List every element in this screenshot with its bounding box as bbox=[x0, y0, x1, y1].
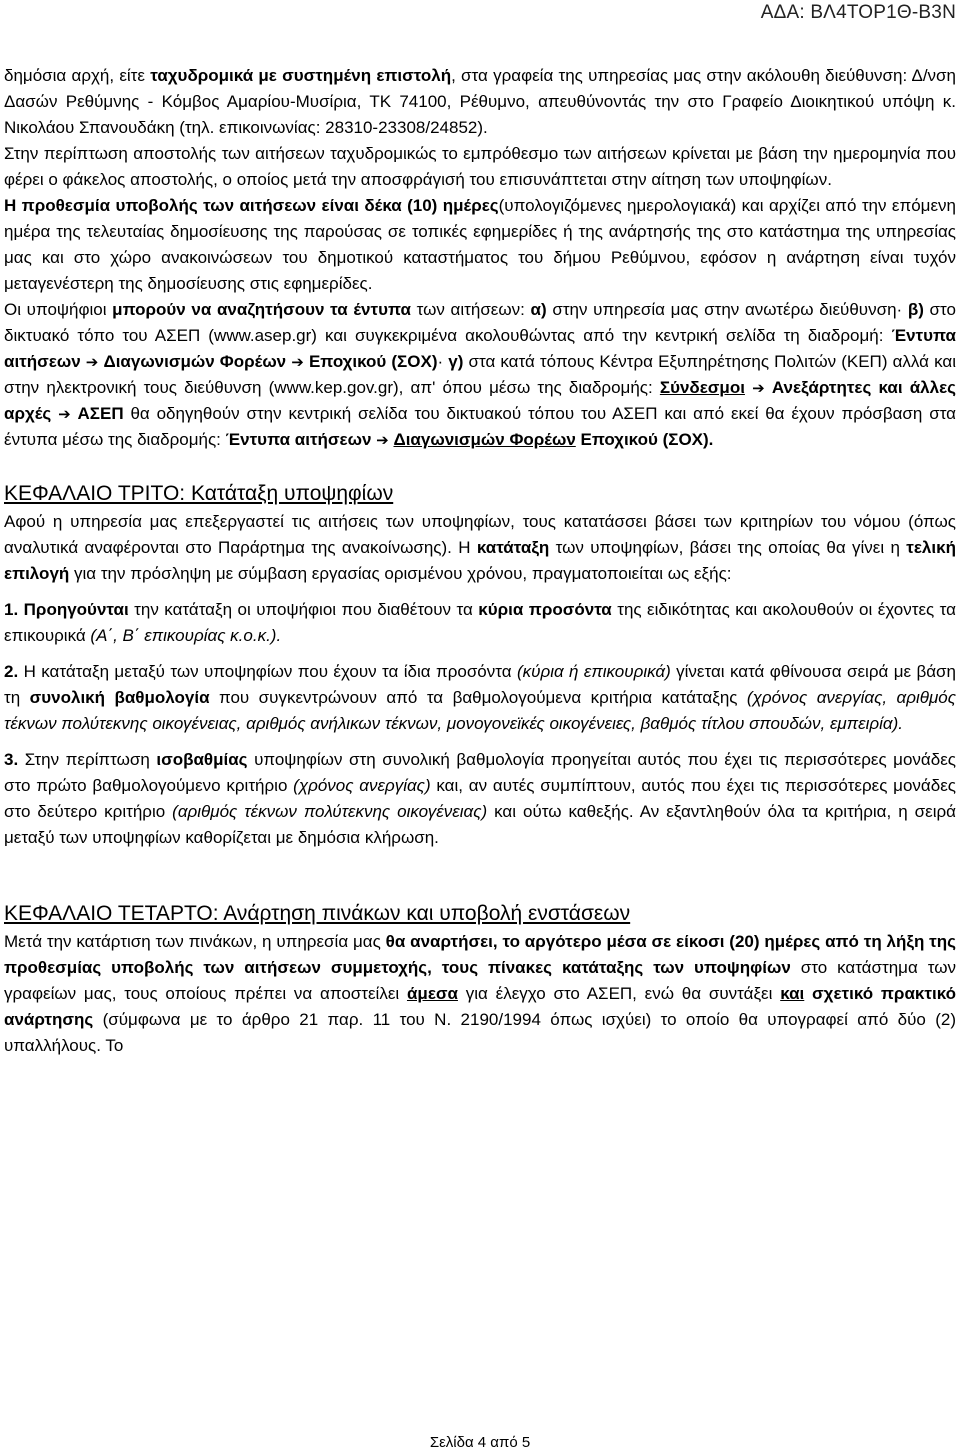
chapter-3-intro: Αφού η υπηρεσία μας επεξεργαστεί τις αιτήσεις των υποψηφίων, τους κατατάσσει βάσει των κριτηρίων του νόμου (όπως αναλυτικά αναφέρονται στο Παράρτημα της ανακοίνωσης). Η κατάταξη των υποψηφίων, βάσει της οποίας θα γίνει η τελική επιλογή για την πρόσληψη με σύμβαση εργασίας ορισμένου χρόνου, πραγματοποιείται ως εξής: bbox=[4, 512, 956, 583]
arrow-right-icon: ➔ bbox=[58, 405, 71, 423]
document-body bbox=[4, 63, 956, 1059]
paragraph-submission-address: δημόσια αρχή, είτε ταχυδρομικά με συστημένη επιστολή, στα γραφεία της υπηρεσίας μας στην ακόλουθη διεύθυνση: Δ/νση Δασών Ρεθύμνης - Κόμβος Αμαρίου-Μυσίρια, ΤΚ 74100, Ρέθυμνο, απευθύνοντάς την στο Γραφείο Διοικητικού υπόψη κ. Νικολάου Σπανουδάκη (τηλ. επικοινωνίας: 28310-23308/24852). bbox=[4, 66, 956, 137]
chapter-4-paragraph: Μετά την κατάρτιση των πινάκων, η υπηρεσία μας θα αναρτήσει, το αργότερο μέσα σε είκοσι (20) ημέρες από τη λήξη της προθεσμίας υποβολής των αιτήσεων συμμετοχής, τους πίνακες κατάταξης των υποψηφίων στο κατάστημα των γραφείων μας, τους οποίους πρέπει να αποστείλει άμεσα για έλεγχο στο ΑΣΕΠ, ενώ θα συντάξει και σχετικό πρακτικό ανάρτησης (σύμφωνα με το άρθρο 21 παρ. 11 του Ν. 2190/1994 όπως ισχύει) το οποίο θα υπογραφεί από δύο (2) υπαλλήλους. Το bbox=[4, 932, 956, 1055]
page-number: Σελίδα 4 από 5 bbox=[429, 1434, 531, 1451]
ada-code: ΑΔΑ: ΒΛ4ΤΟΡ1Θ-Β3Ν bbox=[760, 2, 956, 23]
arrow-right-icon: ➔ bbox=[291, 353, 304, 371]
paragraph-postal-deadline: Στην περίπτωση αποστολής των αιτήσεων ταχυδρομικώς το εμπρόθεσμο των αιτήσεων κρίνεται με βάση την ημερομηνία που φέρει ο φάκελος αποστολής, ο οποίος μετά την αποσφράγισή του επισυνάπτεται στην αίτηση των υποψηφίων. bbox=[4, 144, 956, 189]
chapter-4-heading: ΚΕΦΑΛΑΙΟ ΤΕΤΑΡΤΟ: Ανάρτηση πινάκων και υποβολή ενστάσεων bbox=[4, 902, 631, 925]
arrow-right-icon: ➔ bbox=[376, 431, 389, 449]
ranking-rule-1: 1. Προηγούνται την κατάταξη οι υποψήφιοι που διαθέτουν τα κύρια προσόντα της ειδικότητας και ακολουθούν οι έχοντες τα επικουρικά (Α΄, Β΄ επικουρίας κ.ο.κ.). bbox=[4, 600, 956, 645]
arrow-right-icon: ➔ bbox=[752, 379, 765, 397]
chapter-3-heading: ΚΕΦΑΛΑΙΟ ΤΡΙΤΟ: Κατάταξη υποψηφίων bbox=[4, 482, 394, 505]
paragraph-forms: Οι υποψήφιοι μπορούν να αναζητήσουν τα έντυπα των αιτήσεων: α) στην υπηρεσία μας στην ανωτέρω διεύθυνση· β) στο δικτυακό τόπο του ΑΣΕΠ (www.asep.gr) και συγκεκριμένα ακολουθώντας από την κεντρική σελίδα τη διαδρομή: Έντυπα αιτήσεων ➔ Διαγωνισμών Φορέων ➔ Εποχικού (ΣΟΧ)· γ) στα κατά τόπους Κέντρα Εξυπηρέτησης Πολιτών (ΚΕΠ) αλλά και στην ηλεκτρονική τους διεύθυνση (www.kep.gov.gr), απ' όπου μέσω της διαδρομής: Σύνδεσμοι ➔ Ανεξάρτητες και άλλες αρχές ➔ ΑΣΕΠ θα οδηγηθούν στην κεντρική σελίδα του δικτυακού τόπου του ΑΣΕΠ και από εκεί θα έχουν πρόσβαση στα έντυπα μέσω της διαδρομής: Έντυπα αιτήσεων ➔ Διαγωνισμών Φορέων Εποχικού (ΣΟΧ). bbox=[4, 300, 956, 449]
paragraph-deadline: Η προθεσμία υποβολής των αιτήσεων είναι δέκα (10) ημέρες(υπολογιζόμενες ημερολογιακά) και αρχίζει από την επόμενη ημέρα της τελευταίας δημοσίευσης της παρούσας σε τοπικές εφημερίδες ή της ανάρτησής της στο κατάστημα της υπηρεσίας μας και στο χώρο ανακοινώσεων του δημοτικού καταστήματος του δήμου Ρεθύμνου, εφόσον η ανάρτηση είναι τυχόν μεταγενέστερη της δημοσίευσης στις εφημερίδες. bbox=[4, 196, 956, 293]
ranking-rule-3: 3. Στην περίπτωση ισοβαθμίας υποψηφίων στη συνολική βαθμολογία προηγείται αυτός που έχει τις περισσότερες μονάδες στο πρώτο βαθμολογούμενο κριτήριο (χρόνος ανεργίας) και, αν αυτές συμπίπτουν, αυτός που έχει τις περισσότερες μονάδες στο δεύτερο κριτήριο (αριθμός τέκνων πολύτεκνης οικογένειας) και ούτω καθεξής. Αν εξαντληθούν όλα τα κριτήρια, η σειρά μεταξύ των υποψηφίων καθορίζεται με δημόσια κλήρωση. bbox=[4, 750, 957, 847]
arrow-right-icon: ➔ bbox=[85, 353, 99, 371]
ranking-rule-2: 2. Η κατάταξη μεταξύ των υποψηφίων που έχουν τα ίδια προσόντα (κύρια ή επικουρικά) γίνεται κατά φθίνουσα σειρά με βάση τη συνολική βαθμολογία που συγκεντρώνουν από τα βαθμολογούμενα κριτήρια κατάταξης (χρόνος ανεργίας, αριθμός τέκνων πολύτεκνης οικογένειας, αριθμός ανήλικων τέκνων, μονογονεϊκές οικογένειες, βαθμός τίτλου σπουδών, εμπειρία). bbox=[4, 662, 957, 733]
